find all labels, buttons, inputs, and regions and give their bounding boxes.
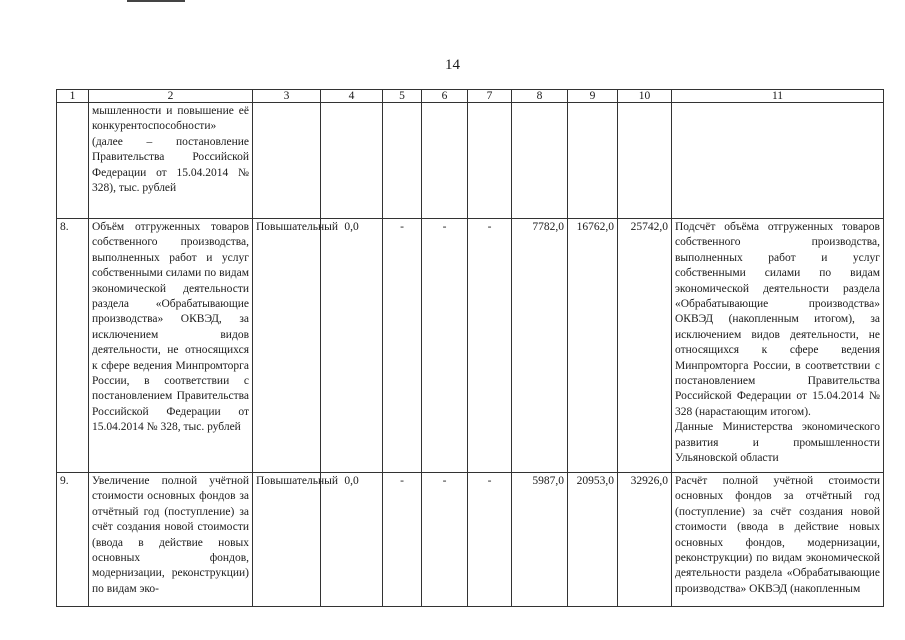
value [468,103,512,219]
value: 32926,0 [618,473,672,607]
indicators-table [56,89,884,607]
value: 7782,0 [512,219,568,473]
value [568,103,618,219]
value: 5987,0 [512,473,568,607]
direction: Повышательный [253,473,321,607]
column-header: 11 [672,90,884,103]
value: 16762,0 [568,219,618,473]
value: - [383,219,422,473]
top-rule [127,0,185,2]
table-row [57,103,884,219]
value [422,103,468,219]
column-header: 1 [57,90,89,103]
calculation-method [672,103,884,219]
column-header: 8 [512,90,568,103]
column-header: 2 [89,90,253,103]
value: - [383,473,422,607]
value [618,103,672,219]
column-header: 5 [383,90,422,103]
calculation-method [672,219,884,473]
value: 20953,0 [568,473,618,607]
column-header: 7 [468,90,512,103]
column-header: 4 [321,90,383,103]
value: - [468,473,512,607]
page-number: 14 [445,57,460,73]
direction: Повышательный [253,219,321,473]
row-number: 9. [57,473,89,607]
column-header: 10 [618,90,672,103]
indicator-name: Объём отгруженных товаров собственного производства, выполненных работ и услуг собственными силами по видам экономической деятельности раздела «Обрабатывающие производства» ОКВЭД, за исключением видов деятельности, не относящихся к сфере ведения Минпромторга России, в соответствии с постановлением Правительства Российской Федерации от 15.04.2014 № 328, тыс. рублей [89,219,253,473]
column-header: 9 [568,90,618,103]
row-number: 8. [57,219,89,473]
value: - [422,219,468,473]
method-text: Подсчёт объёма отгруженных товаров собственного производства, выполненных работ и услуг собственными силами по видам экономической деятельности раздела «Обрабатывающие производства» ОКВЭД (накопленным итогом), за исключением видов деятельности, не относящихся к сфере ведения Минпромторга России, в соответствии с постановлением Правительства Российской Федерации от 15.04.2014 № 328 (нарастающим итогом). [675,221,880,418]
column-number-row [57,90,884,103]
value: - [422,473,468,607]
calculation-method: Расчёт полной учётной стоимости основных фондов за отчётный год (поступление) за счёт создания новой стоимости (ввода в действие новых основных фондов, модернизации, реконструкции) по видам экономической деятельности раздела «Обрабатывающие производства» ОКВЭД (накопленным [672,473,884,607]
data-source: Данные Министерства экономического развития и промышленности Ульяновской области [675,421,880,465]
value-base: 0,0 [321,219,383,473]
value: - [468,219,512,473]
value-base: 0,0 [321,473,383,607]
table-row [57,473,884,607]
column-header: 6 [422,90,468,103]
row-number [57,103,89,219]
indicator-name: мышленности и повышение её конкурентоспособности» (далее – постановление Правительства Российской Федерации от 15.04.2014 № 328), тыс. рублей [89,103,253,219]
value [512,103,568,219]
direction [253,103,321,219]
value-base [321,103,383,219]
indicator-name: Увеличение полной учётной стоимости основных фондов за отчётный год (поступление) за счёт создания новой стоимости (ввода в действие новых основных фондов, модернизации, реконструкции) по видам эко- [89,473,253,607]
column-header: 3 [253,90,321,103]
value [383,103,422,219]
value: 25742,0 [618,219,672,473]
table-row [57,219,884,473]
